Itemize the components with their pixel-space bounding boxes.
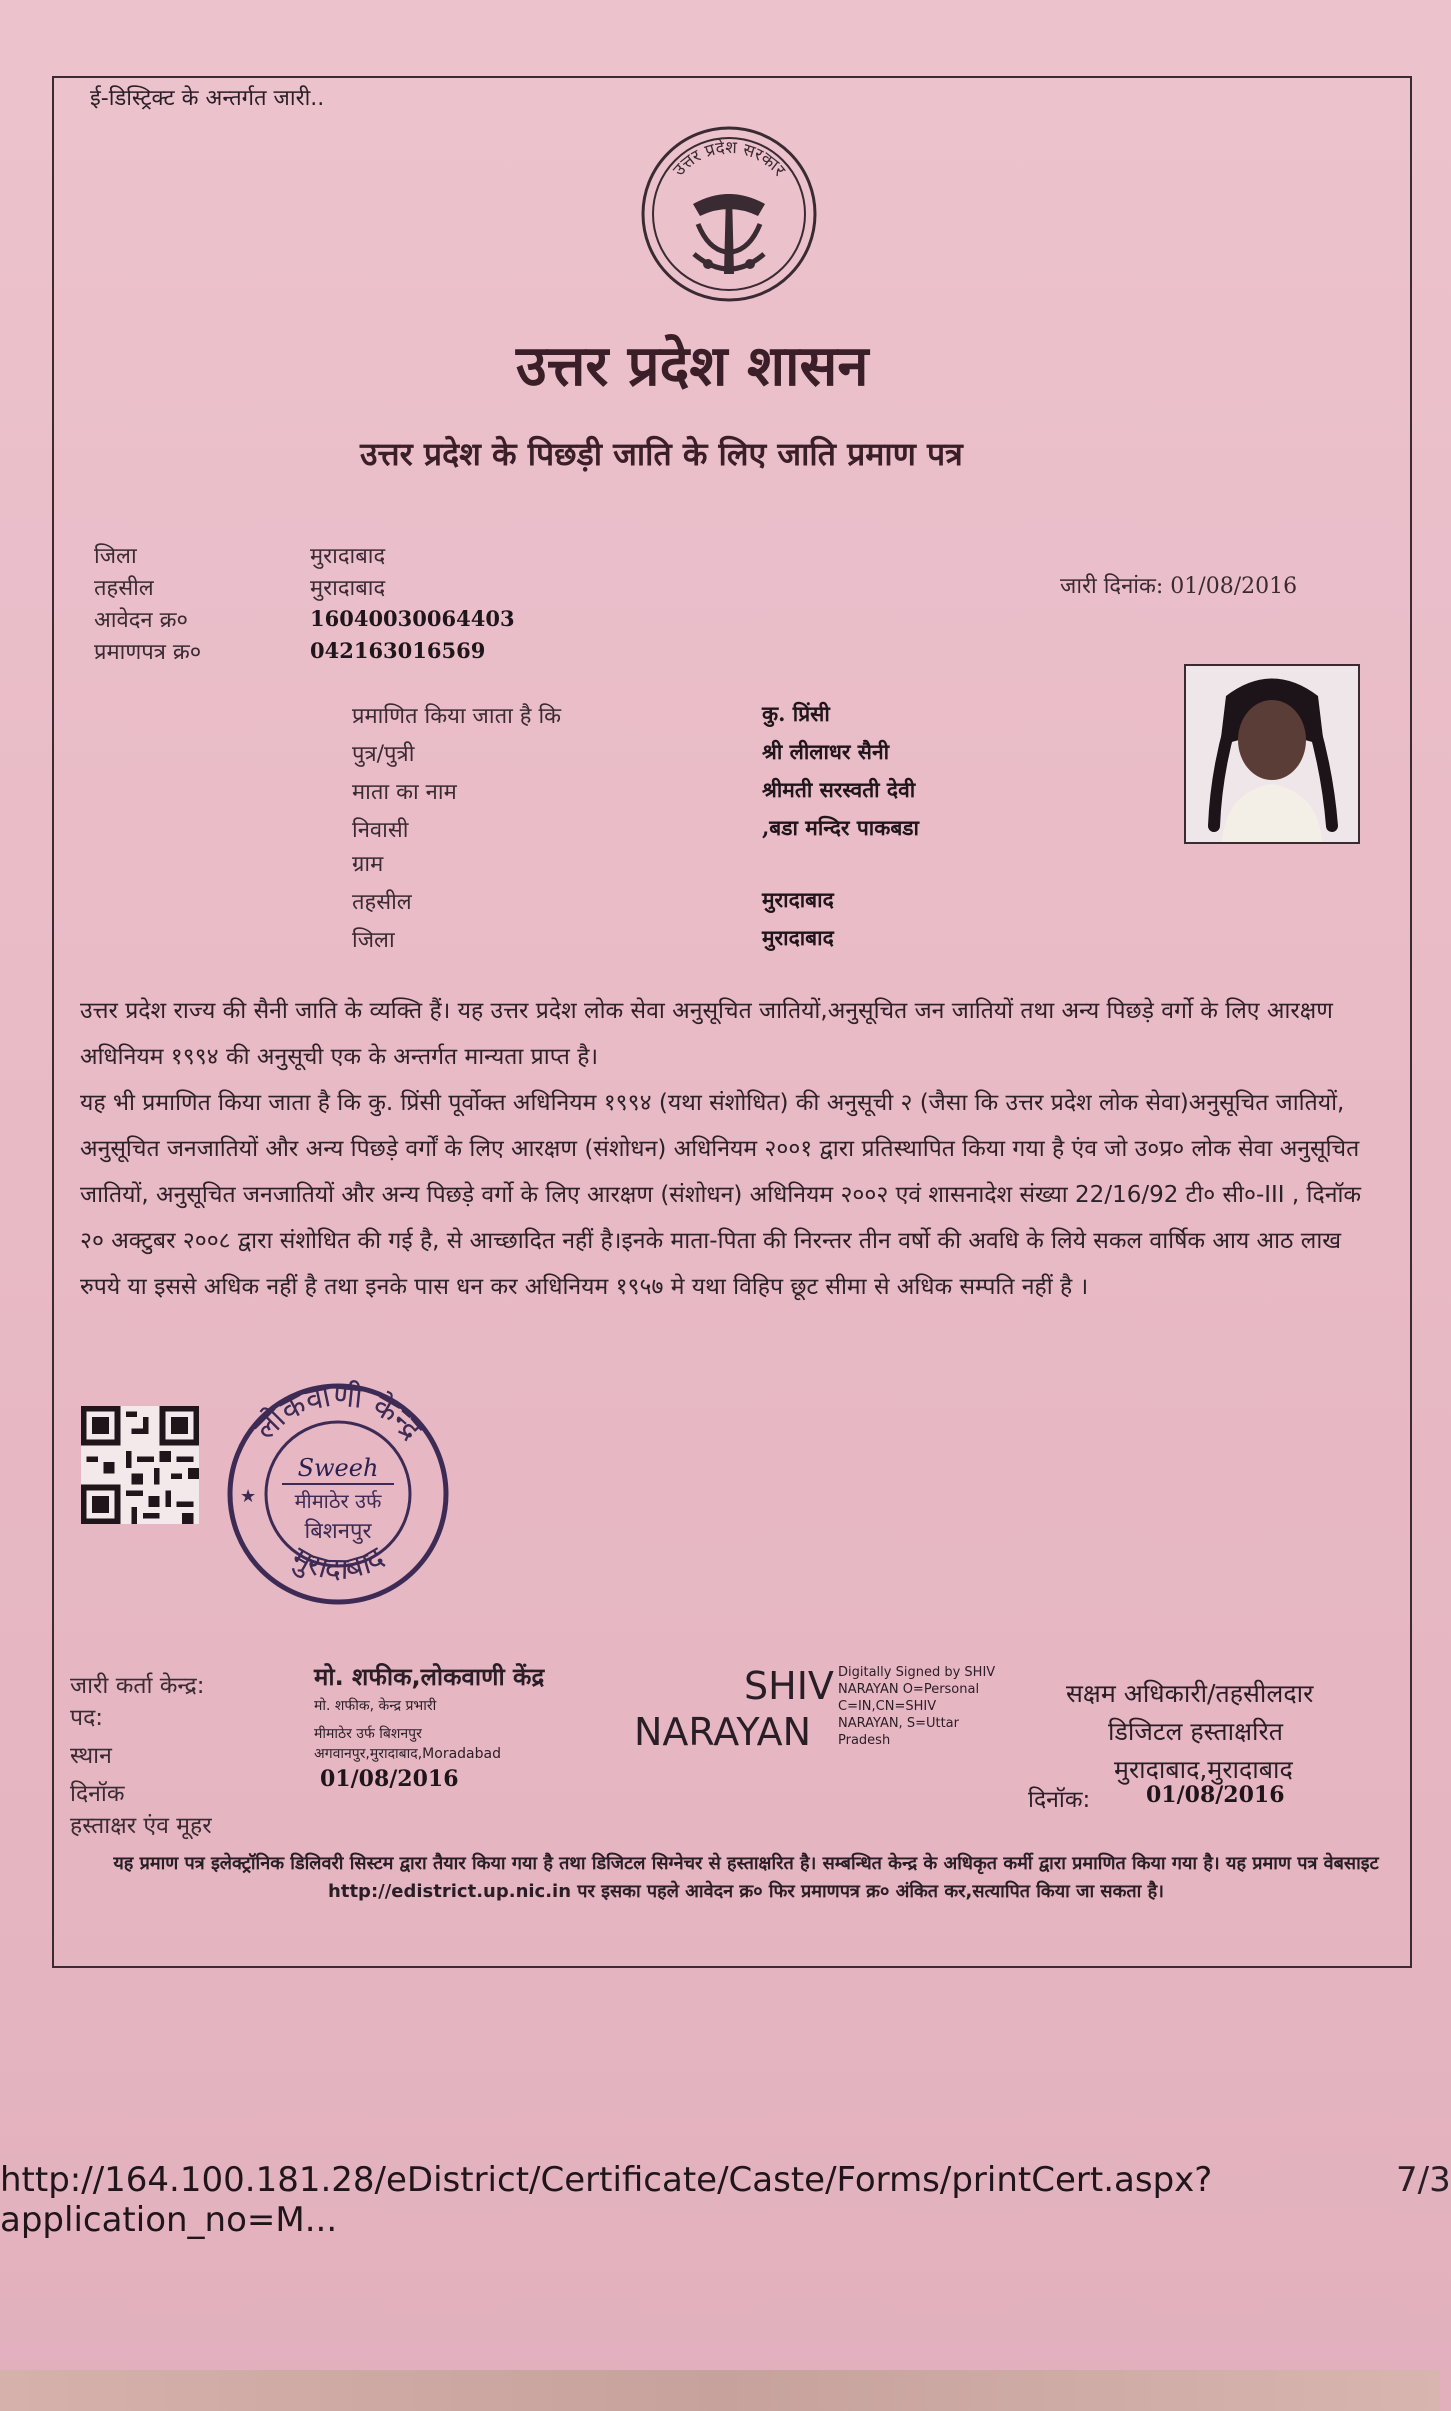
issuer-center-value: मो. शफीक,लोकवाणी केंद्र	[314, 1663, 545, 1691]
page-title: उत्तर प्रदेश शासन	[516, 334, 869, 399]
authority-location: मुरादाबाद,मुरादाबाद	[1114, 1755, 1293, 1784]
district-label: जिला	[94, 544, 137, 569]
issuer-center-label: जारी कर्ता केन्द्र:	[70, 1673, 205, 1699]
issuer-post-label: पद:	[70, 1705, 104, 1731]
resident-label: निवासी	[352, 818, 409, 843]
detail-district-label: जिला	[352, 928, 395, 953]
page-number: 7/3	[1396, 2160, 1451, 2200]
emblem-text: उत्तर प्रदेश सरकार	[669, 137, 789, 181]
issuer-date-value: 01/08/2016	[320, 1766, 459, 1792]
digital-signer-name-1: SHIV	[744, 1664, 834, 1708]
svg-text:उत्तर प्रदेश सरकार	[669, 137, 790, 181]
issuer-post-value: मो. शफीक, केन्द्र प्रभारी	[314, 1698, 437, 1714]
tehsil-label: तहसील	[94, 576, 154, 601]
certificate-body	[80, 988, 1380, 1310]
seal-top-text: लोकवाणी केन्द्र	[248, 1378, 429, 1447]
body-paragraph-2: यह भी प्रमाणित किया जाता है कि कु. प्रिंसी पूर्वोक्त अधिनियम १९९४ (यथा संशोधित) की अनुसूची २ (जैसा कि उत्तर प्रदेश लोक सेवा)अनुसूचित जातियों, अनुसूचित जनजातियों और अन्य पिछड़े वर्गों के लिए आरक्षण (संशोधन) अधिनियम २००१ द्वारा प्रतिस्थापित किया गया है एंव जो उ०प्र० लोक सेवा अनुसूचित जातियों, अनुसूचित जनजातियों और अन्य पिछड़े वर्गो के लिए आरक्षण (संशोधन) अधिनियम २००२ एवं शासनादेश संख्या 22/16/92 टी० सी०-III , दिनॉक २० अक्टुबर २००८ द्वारा संशोधित की गई है, से आच्छादित नहीं है।इनके माता-पिता की निरन्तर तीन वर्षो की अवधि के लिये सकल वार्षिक आय आठ लाख रुपये या इससे अधिक नहीं है तथा इनके पास धन कर अधिनियम १९५७ मे यथा विहिप छूट सीमा से अधिक सम्पति नहीं है ।	[80, 1090, 1362, 1300]
print-url: http://164.100.181.28/eDistrict/Certificate/Caste/Forms/printCert.aspx?application_no=M...	[0, 2160, 1213, 2240]
svg-text:★: ★	[240, 1486, 257, 1507]
up-emblem-seal	[638, 124, 820, 304]
lokvani-rubber-stamp	[210, 1372, 466, 1612]
child-label: पुत्र/पुत्री	[352, 742, 415, 767]
digital-signature-info: Digitally Signed by SHIV NARAYAN O=Personal C=IN,CN=SHIV NARAYAN, S=Uttar Pradesh	[838, 1665, 996, 1748]
authority-date-value: 01/08/2016	[1146, 1782, 1285, 1808]
authority-digital-signed: डिजिटल हस्ताक्षरित	[1108, 1717, 1283, 1746]
applicant-photo	[1184, 664, 1360, 844]
seal-signature: Sweeh	[297, 1454, 379, 1482]
detail-tehsil-value: मुरादाबाद	[762, 887, 834, 912]
signature-label: हस्ताक्षर एंव मूहर	[70, 1813, 212, 1839]
detail-tehsil-label: तहसील	[352, 890, 412, 915]
resident-value: ,बडा मन्दिर पाकबडा	[762, 815, 919, 840]
issuer-place-value-2: अगवानपुर,मुरादाबाद,Moradabad	[314, 1746, 501, 1762]
fabric-edge	[0, 2370, 1440, 2411]
issuer-place-label: स्थान	[70, 1743, 112, 1769]
mother-label: माता का नाम	[352, 780, 457, 805]
body-paragraph-1: उत्तर प्रदेश राज्य की सैनी जाति के व्यक्ति हैं। यह उत्तर प्रदेश लोक सेवा अनुसूचित जातियों,अनुसूचित जन जातियों तथा अन्य पिछड़े वर्गो के लिए आरक्षण अधिनियम १९९४ की अनुसूची एक के अन्तर्गत मान्यता प्राप्त है।	[80, 998, 1333, 1070]
mother-name: श्रीमती सरस्वती देवी	[762, 777, 916, 802]
father-name: श्री लीलाधर सैनी	[762, 739, 890, 764]
page-subtitle: उत्तर प्रदेश के पिछड़ी जाति के लिए जाति प्रमाण पत्र	[360, 435, 963, 473]
application-number: 16040030064403	[310, 606, 515, 631]
district-value: मुरादाबाद	[310, 544, 386, 569]
seal-line-2: मीमाठेर उर्फ	[294, 1489, 382, 1513]
issue-date: जारी दिनांक: 01/08/2016	[1060, 574, 1298, 599]
authority-title: सक्षम अधिकारी/तहसीलदार	[1066, 1679, 1314, 1708]
authority-date-label: दिनॉक:	[1028, 1787, 1091, 1813]
svg-text:मुरादाबाद	[285, 1540, 391, 1587]
certificate-number: 042163016569	[310, 638, 486, 663]
application-label: आवेदन क्र०	[94, 608, 188, 633]
header-note: ई-डिस्ट्रिक्ट के अन्तर्गत जारी..	[90, 86, 325, 111]
certified-label: प्रमाणित किया जाता है कि	[352, 704, 562, 729]
digital-signer-name-2: NARAYAN	[634, 1710, 812, 1754]
seal-bottom-text: मुरादाबाद	[285, 1540, 391, 1587]
certified-value: कु. प्रिंसी	[762, 701, 830, 726]
qr-code	[80, 1406, 200, 1524]
footer-note: यह प्रमाण पत्र इलेक्ट्रॉनिक डिलिवरी सिस्टम द्वारा तैयार किया गया है तथा डिजिटल सिग्नेचर से हस्ताक्षरित है। सम्बन्धित केन्द्र के अधिकृत कर्मी द्वारा प्रमाणित किया गया है। यह प्रमाण पत्र वेबसाइट http://edistrict.up.nic.in पर इसका पहले आवेदन क्र० फिर प्रमाणपत्र क्र० अंकित कर,सत्यापित किया जा सकता है।	[113, 1853, 1379, 1902]
issuer-date-label: दिनॉक	[70, 1781, 125, 1807]
seal-line-3: बिशनपुर	[304, 1519, 372, 1544]
tehsil-value: मुरादाबाद	[310, 576, 386, 601]
svg-text:लोकवाणी केन्द्र	[248, 1378, 429, 1448]
village-label: ग्राम	[352, 852, 384, 877]
detail-district-value: मुरादाबाद	[762, 925, 834, 950]
issuer-place-value-1: मीमाठेर उर्फ बिशनपुर	[314, 1726, 422, 1742]
certificate-label: प्रमाणपत्र क्र०	[94, 640, 202, 665]
